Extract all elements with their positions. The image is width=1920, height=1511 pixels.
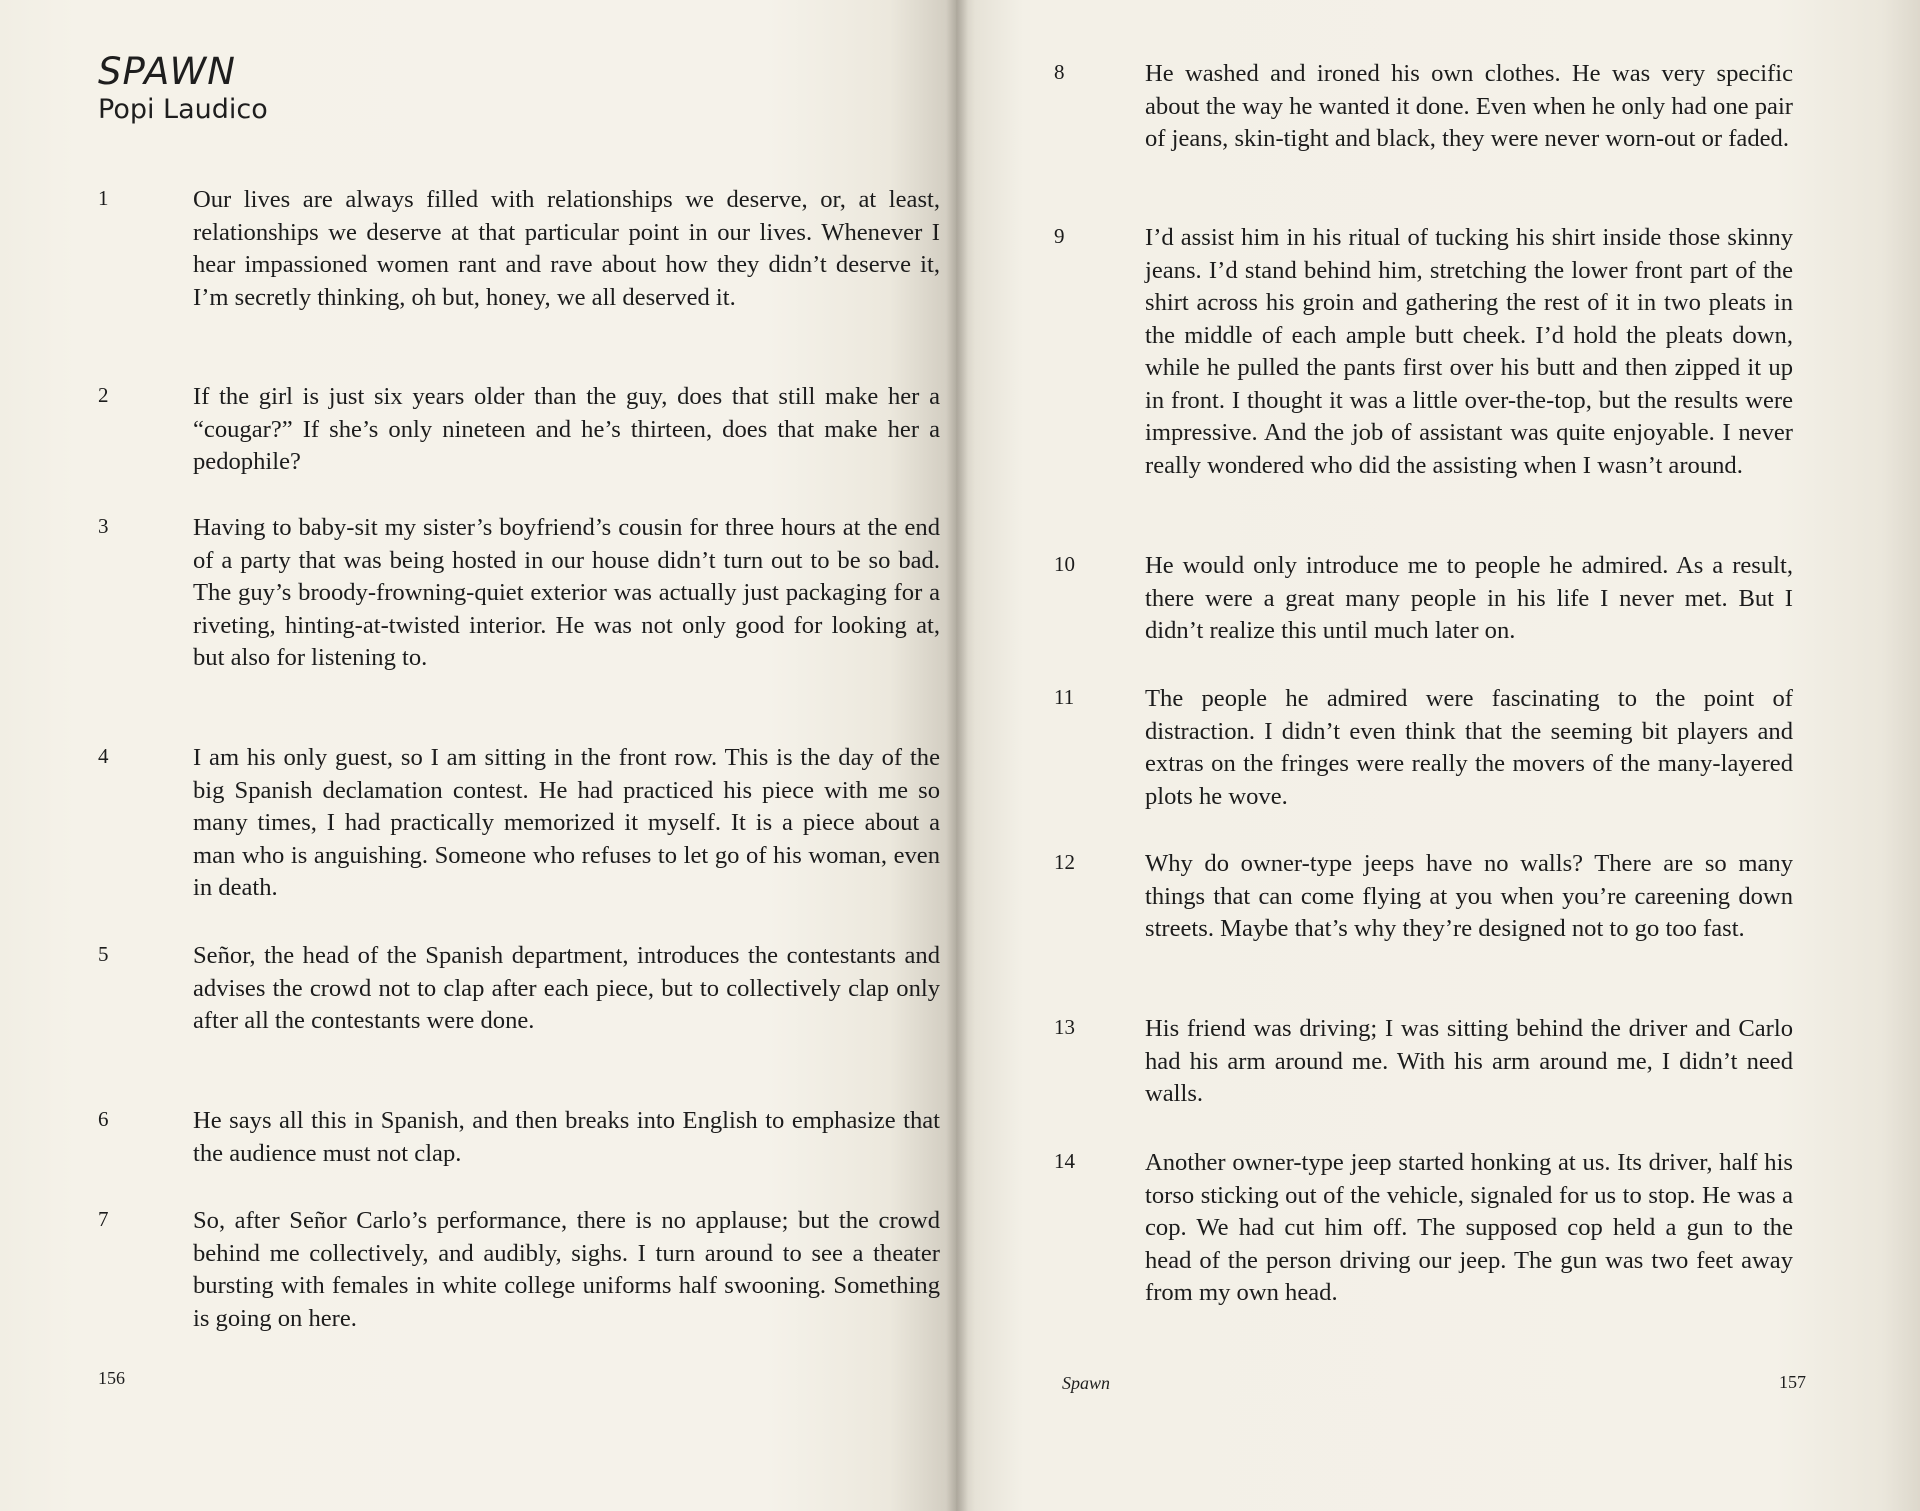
paragraph-number: 10 [1054, 552, 1075, 576]
paragraph-text: I’d assist him in his ritual of tucking his shirt inside those skinny jeans. I’d stand behind him, stretching the lower front part of the shirt across his groin and gathering the rest of it in two pleats in the middle of each ample butt cheek. I’d hold the pleats down, while he pulled the pants first over his butt and then zipped it up in front. I thought it was a little over-the-top, but the results were impressive. And the job of assistant was quite enjoyable. I never really wondered who did the assisting when I wasn’t around. [1145, 224, 1793, 479]
title-block [98, 50, 268, 126]
paragraph-text: Having to baby-sit my sister’s boyfriend’s cousin for three hours at the end of a party that was being hosted in our house didn’t turn out to be so bad. The guy’s broody-frowning-quiet exterior was actually just packaging for a riveting, hinting-at-twisted interior. He was not only good for looking at, but also for listening to. [193, 514, 940, 671]
paragraph-text: He washed and ironed his own clothes. He was very specific about the way he wanted it done. Even when he only had one pair of jeans, skin-tight and black, they were never worn-out or faded. [1145, 60, 1793, 152]
paragraph-number: 7 [98, 1207, 109, 1231]
page-number-left: 156 [98, 1368, 125, 1388]
left-page [0, 0, 956, 1511]
paragraph-text: Why do owner-type jeeps have no walls? There are so many things that can come flying at you when you’re careening down streets. Maybe that’s why they’re designed not to go too fast. [1145, 850, 1793, 942]
running-head: Spawn [1062, 1373, 1111, 1393]
paragraph-text: Another owner-type jeep started honking at us. Its driver, half his torso sticking out of the vehicle, signaled for us to stop. He was a cop. We had cut him off. The supposed cop held a gun to the head of the person driving our jeep. The gun was two feet away from my own head. [1145, 1149, 1793, 1306]
paragraph-text: The people he admired were fascinating to the point of distraction. I didn’t even think that the seeming bit players and extras on the fringes were really the movers of the many-layered plots he wove. [1145, 685, 1793, 810]
paragraph-text: Our lives are always filled with relationships we deserve, or, at least, relationships we deserve at that particular point in our lives. Whenever I hear impassioned women rant and rave about how they didn’t deserve it, I’m secretly thinking, oh but, honey, we all deserved it. [193, 186, 940, 311]
paragraph-number: 9 [1054, 224, 1065, 248]
paragraph-text: His friend was driving; I was sitting behind the driver and Carlo had his arm around me. With his arm around me, I didn’t need walls. [1145, 1015, 1793, 1107]
paragraph-text: I am his only guest, so I am sitting in the front row. This is the day of the big Spanish declamation contest. He had practiced his piece with me so many times, I had practically memorized it myself. It is a piece about a man who is anguishing. Someone who refuses to let go of his woman, even in death. [193, 744, 940, 901]
paragraph-number: 8 [1054, 60, 1065, 84]
paragraph-number: 14 [1054, 1149, 1075, 1173]
paragraph-number: 5 [98, 942, 109, 966]
page-number-right: 157 [1779, 1372, 1806, 1392]
paragraph-text: If the girl is just six years older than the guy, does that still make her a “cougar?” If she’s only nineteen and he’s thirteen, does that make her a pedophile? [193, 383, 940, 475]
book-gutter [946, 0, 968, 1511]
paragraph-text: Señor, the head of the Spanish department, introduces the contestants and advises the crowd not to clap after each piece, but to collectively clap only after all the contestants were done. [193, 942, 940, 1034]
paragraph-text: He says all this in Spanish, and then breaks into English to emphasize that the audience must not clap. [193, 1107, 940, 1167]
paragraph-text: So, after Señor Carlo’s performance, there is no applause; but the crowd behind me collectively, and audibly, sighs. I turn around to see a theater bursting with females in white college uniforms half swooning. Something is going on here. [193, 1207, 940, 1332]
paragraph-number: 3 [98, 514, 109, 538]
right-page [956, 0, 1920, 1511]
paragraph-number: 4 [98, 744, 109, 768]
paragraph-number: 11 [1054, 685, 1075, 709]
paragraph-number: 2 [98, 383, 109, 407]
story-title: SPAWN [98, 50, 236, 93]
paragraph-number: 1 [98, 186, 109, 210]
story-author: Popi Laudico [98, 94, 268, 125]
paragraph-text: He would only introduce me to people he admired. As a result, there were a great many people in his life I never met. But I didn’t realize this until much later on. [1145, 552, 1793, 644]
paragraph-number: 12 [1054, 850, 1075, 874]
paragraph-number: 13 [1054, 1015, 1075, 1039]
paragraph-number: 6 [98, 1107, 109, 1131]
